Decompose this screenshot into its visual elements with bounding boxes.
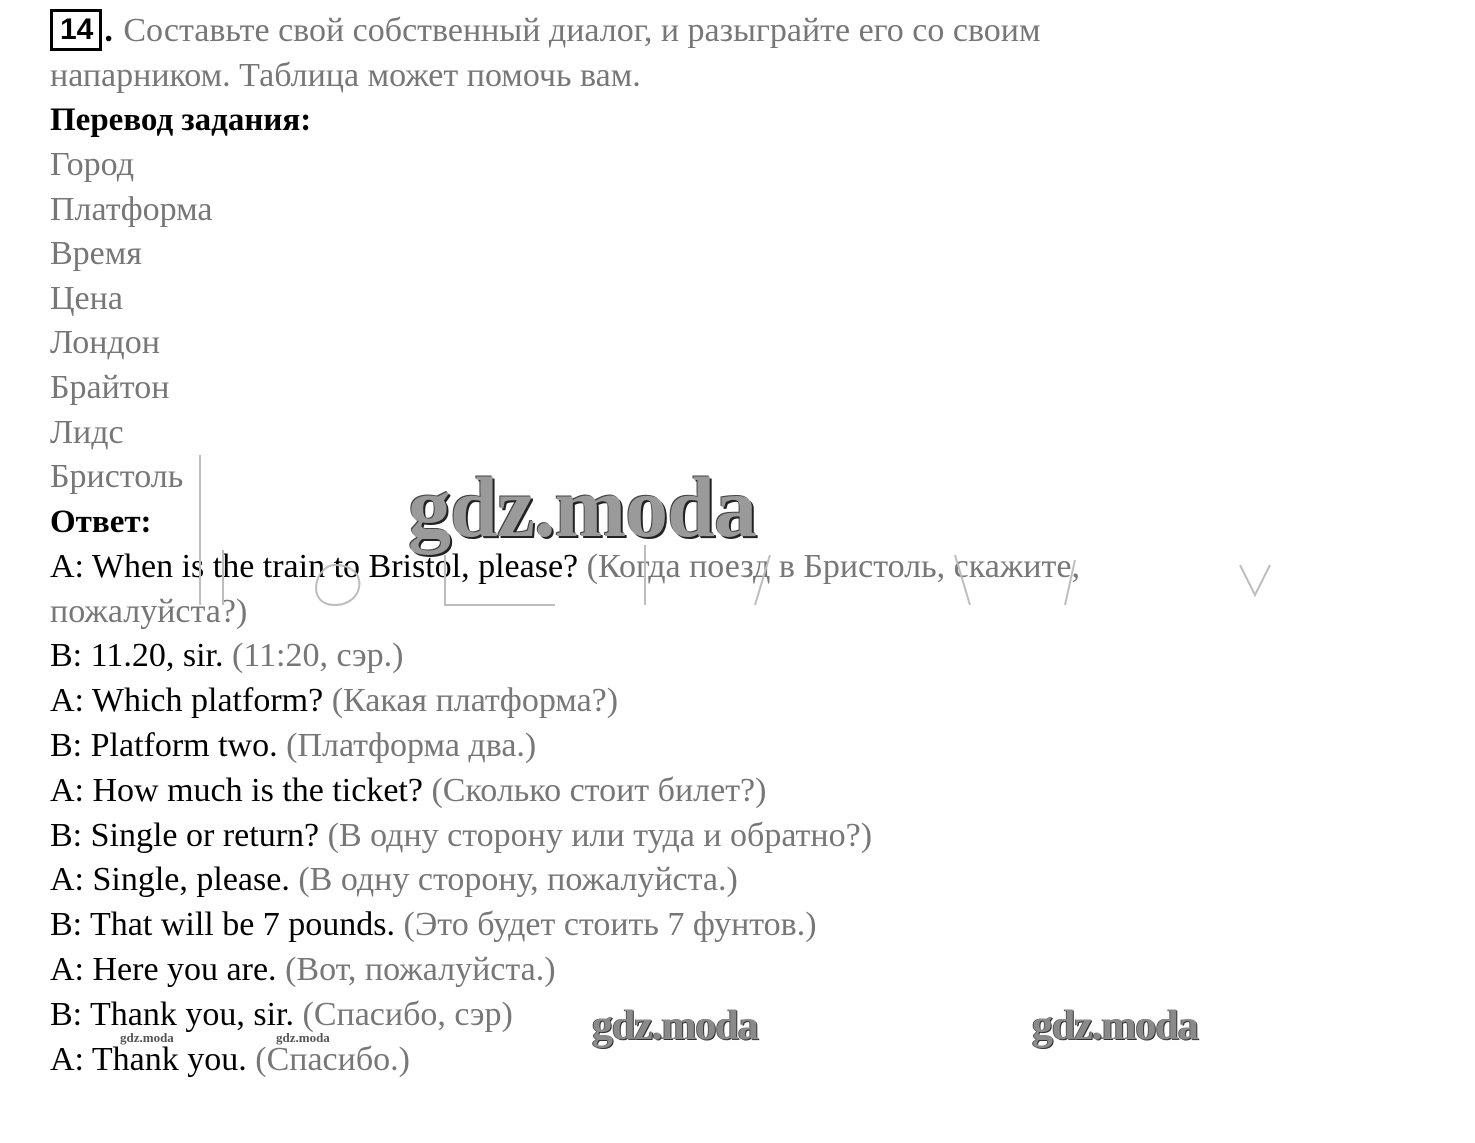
watermark-logo: gdz.moda [408, 459, 756, 555]
dialogue-line [50, 948, 1450, 993]
dialogue-russian: (В одну сторону или туда и обратно?) [327, 816, 873, 854]
dialogue-english: B: Platform two. [50, 726, 278, 764]
dialogue-english: B: Thank you, sir. [50, 995, 294, 1033]
dialogue-russian-continued: пожалуйста?) [50, 592, 248, 630]
dialogue-russian: (Когда поезд в Бристоль, скажите, [586, 547, 1080, 585]
translation-heading: Перевод задания: [50, 102, 312, 138]
task-number-dot: . [104, 12, 113, 49]
watermark-logo: gdz.moda [592, 1003, 758, 1049]
dialogue-russian: (11:20, сэр.) [232, 637, 404, 675]
dialogue-russian: (Это будет стоить 7 фунтов.) [403, 906, 817, 944]
dialogue-russian: (Спасибо.) [255, 1040, 410, 1078]
task-number-box: 14 [50, 9, 102, 51]
dialogue-english: A: When is the train to Bristol, please? [50, 547, 579, 585]
watermark-small: gdz.moda [276, 1030, 330, 1045]
dialogue-russian: (Платформа два.) [286, 726, 537, 764]
word-item: Лидс [50, 413, 124, 451]
task-text-line-2: напарником. Таблица может помочь вам. [50, 57, 641, 94]
dialogue-line [50, 769, 1450, 814]
task-line-1 [50, 8, 1450, 53]
dialogue-english: A: Here you are. [50, 950, 277, 988]
dialogue-english: A: How much is the ticket? [50, 771, 423, 809]
dialogue-russian: (Какая платформа?) [331, 682, 619, 720]
dialogue-english: A: Single, please. [50, 861, 290, 899]
word-item: Цена [50, 279, 123, 317]
dialogue-english: B: Single or return? [50, 816, 320, 854]
task-text-line-1: Составьте свой собственный диалог, и разыграйте его со своим [123, 12, 1041, 49]
dialogue-russian: (Вот, пожалуйста.) [285, 950, 556, 988]
dialogue-line [50, 814, 1450, 859]
watermark-logo: gdz.moda [1032, 1003, 1198, 1049]
word-item: Платформа [50, 190, 213, 228]
dialogue-line [50, 634, 1450, 679]
word-item: Бристоль [50, 458, 184, 496]
dialogue-line [50, 858, 1450, 903]
dialogue-line [50, 724, 1450, 769]
dialogue-russian: (Сколько стоит билет?) [431, 771, 767, 809]
word-item: Время [50, 235, 142, 273]
dialogue [50, 545, 1450, 1083]
dialogue-english: B: That will be 7 pounds. [50, 906, 396, 944]
dialogue-russian: (В одну сторону, пожалуйста.) [298, 861, 738, 899]
dialogue-russian: (Спасибо, сэр) [302, 995, 513, 1033]
answer-heading: Ответ: [50, 503, 152, 540]
watermark-small: gdz.moda [120, 1030, 174, 1045]
dialogue-english: A: Which platform? [50, 682, 324, 720]
word-list [50, 143, 1450, 500]
dialogue-line [50, 903, 1450, 948]
dialogue-english: A: Thank you. [50, 1040, 247, 1078]
word-item: Лондон [50, 324, 160, 362]
word-item: Брайтон [50, 368, 170, 406]
word-item: Город [50, 146, 134, 183]
dialogue-line [50, 679, 1450, 724]
dialogue-english: B: 11.20, sir. [50, 637, 224, 675]
